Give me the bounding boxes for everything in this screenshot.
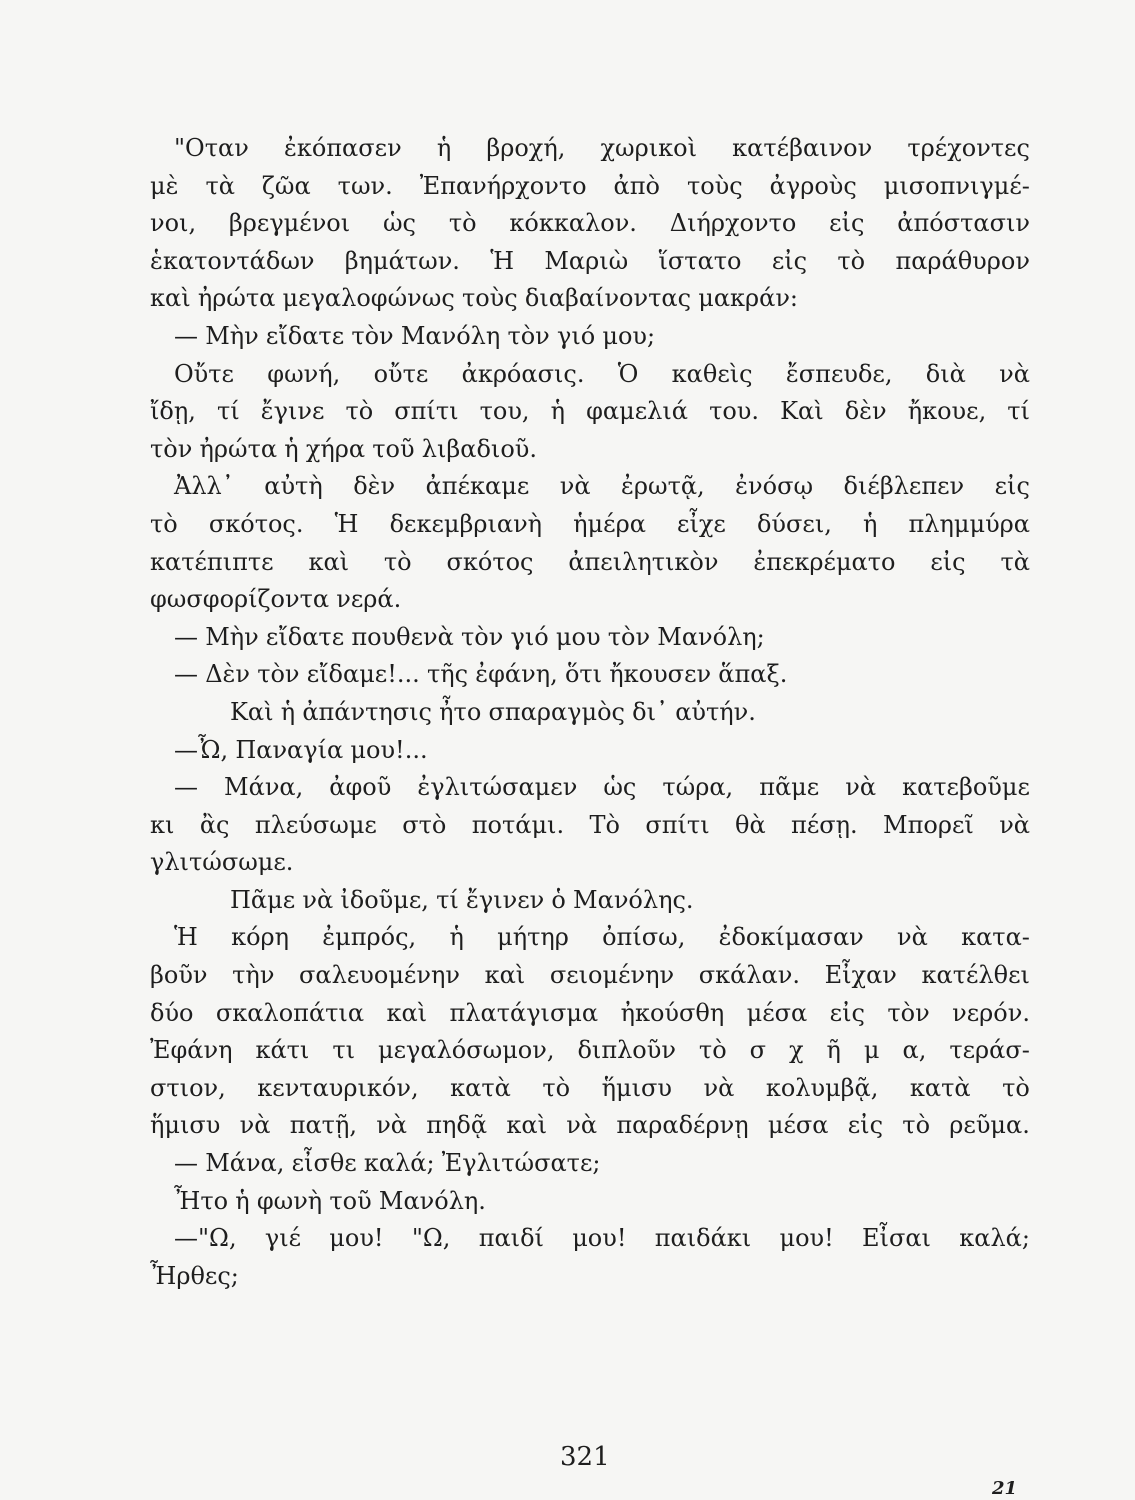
text-line: Οὔτε φωνή, οὔτε ἀκρόασις. Ὁ καθεὶς ἔσπευδε, διὰ νὰ [174,359,1030,388]
text-line: βοῦν τὴν σαλευομένην καὶ σειομένην σκάλαν. Εἶχαν κατέλθει [150,961,1030,990]
text-line: ἴδῃ, τί ἔγινε τὸ σπίτι του, ἡ φαμελιά του. Καὶ δὲν ἤκουε, τί [150,397,1030,426]
text-line: —Ὦ, Παναγία μου!... [174,735,428,764]
text-line: ἑκατοντάδων βημάτων. Ἡ Μαριὼ ἵστατο εἰς τὸ παράθυρον [150,246,1030,275]
text-line: ἥμισυ νὰ πατῇ, νὰ πηδᾷ καὶ νὰ παραδέρνῃ μέσα εἰς τὸ ρεῦμα. [150,1111,1030,1140]
text-line: φωσφορίζοντα νερά. [150,585,402,614]
text-line: — Δὲν τὸν εἴδαμε!... τῆς ἐφάνη, ὅτι ἤκουσεν ἅπαξ. [174,660,788,689]
text-line: Ἡ κόρη ἐμπρός, ἡ μήτηρ ὀπίσω, ἐδοκίμασαν νὰ κατα- [174,923,1030,952]
text-line: — Μάνα, εἶσθε καλά; Ἐγλιτώσατε; [174,1149,601,1178]
text-line: δύο σκαλοπάτια καὶ πλατάγισμα ἠκούσθη μέσα εἰς τὸν νερόν. [150,998,1030,1027]
text-line: Ἦρθες; [150,1261,239,1290]
text-line: Καὶ ἡ ἀπάντησις ἦτο σπαραγμὸς δι᾽ αὐτήν. [230,697,756,726]
text-line: στιον, κενταυρικόν, κατὰ τὸ ἥμισυ νὰ κολυμβᾷ, κατὰ τὸ [150,1073,1030,1102]
text-line: τὸ σκότος. Ἡ δεκεμβριανὴ ἡμέρα εἶχε δύσει, ἡ πλημμύρα [150,509,1030,538]
text-line: — Μάνα, ἀφοῦ ἐγλιτώσαμεν ὡς τώρα, πᾶμε νὰ κατεβοῦμε [174,773,1030,802]
text-line: καὶ ἠρώτα μεγαλοφώνως τοὺς διαβαίνοντας μακράν: [150,284,799,313]
text-line: Ἐφάνη κάτι τι μεγαλόσωμον, διπλοῦν τὸ σ χ ῆ μ α, τεράσ- [150,1036,1030,1065]
signature-mark: 21 [991,1478,1017,1499]
text-line: —"Ω, γιέ μου! "Ω, παιδί μου! παιδάκι μου! Εἶσαι καλά; [174,1224,1030,1253]
text-line: νοι, βρεγμένοι ὡς τὸ κόκκαλον. Διήρχοντο εἰς ἀπόστασιν [150,209,1030,238]
text-line: Πᾶμε νὰ ἰδοῦμε, τί ἔγινεν ὁ Μανόλης. [230,885,694,914]
text-line: Ἀλλ᾽ αὐτὴ δὲν ἀπέκαμε νὰ ἐρωτᾷ, ἐνόσῳ διέβλεπεν εἰς [174,472,1030,501]
text-line: "Οταν ἐκόπασεν ἡ βροχή, χωρικοὶ κατέβαινον τρέχοντες [174,134,1030,162]
body-text [150,130,1030,1295]
page-number: 321 [560,1442,610,1472]
text-line: τὸν ἠρώτα ἡ χήρα τοῦ λιβαδιοῦ. [150,434,538,463]
text-line: μὲ τὰ ζῶα των. Ἐπανήρχοντο ἀπὸ τοὺς ἀγροὺς μισοπνιγμέ- [150,171,1030,200]
text-line: — Μὴν εἴδατε πουθενὰ τὸν γιό μου τὸν Μανόλη; [174,622,765,651]
text-line: Ἦτο ἡ φωνὴ τοῦ Μανόλη. [174,1186,486,1215]
text-line: κατέπιπτε καὶ τὸ σκότος ἀπειλητικὸν ἐπεκρέματο εἰς τὰ [150,547,1030,576]
text-line: κι ἂς πλεύσωμε στὸ ποτάμι. Τὸ σπίτι θὰ πέσῃ. Μπορεῖ νὰ [150,810,1030,839]
text-line: — Μὴν εἴδατε τὸν Μανόλη τὸν γιό μου; [174,321,656,350]
text-line: γλιτώσωμε. [150,848,294,877]
